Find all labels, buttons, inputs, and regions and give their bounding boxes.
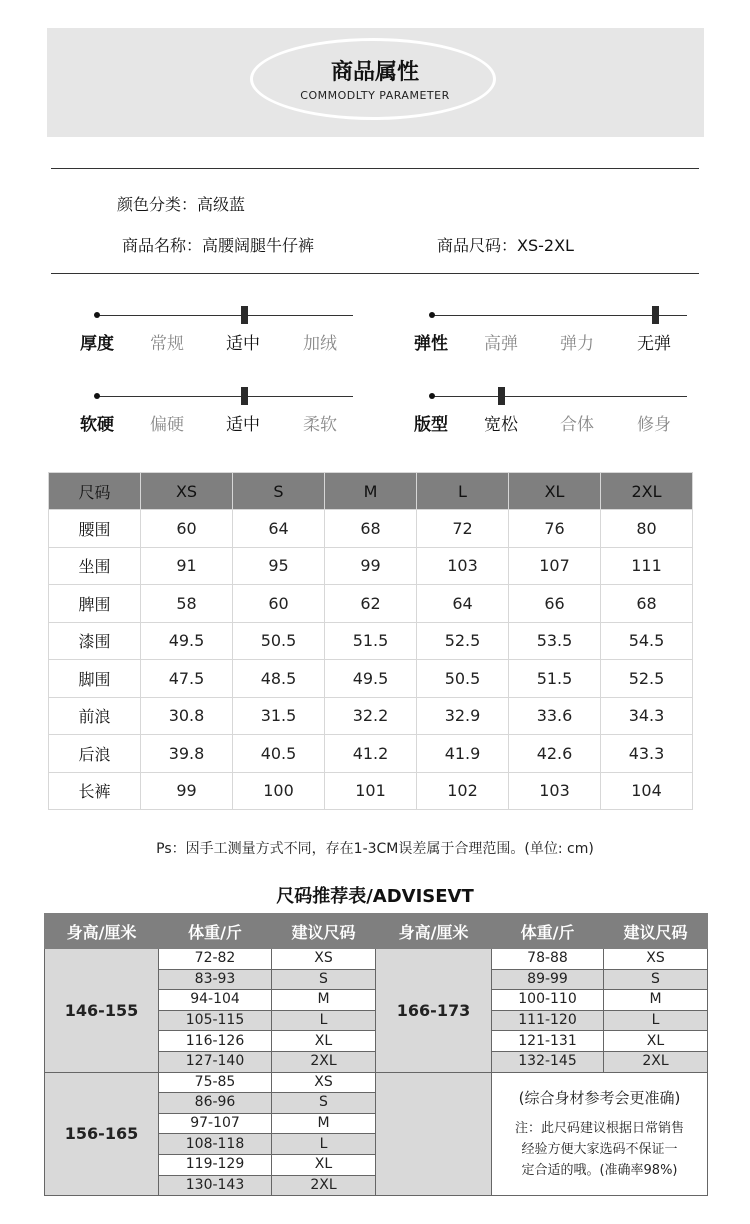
measurement-note: Ps：因手工测量方式不同，存在1-3CM误差属于合理范围。(单位: cm) <box>156 841 594 857</box>
size-cell: XS <box>272 1072 376 1093</box>
size-recommendation-table <box>44 913 708 1196</box>
table-header-cell: 身高/厘米 <box>376 914 492 949</box>
weight-cell: 116-126 <box>159 1031 272 1052</box>
table-row <box>49 735 693 773</box>
weight-cell: 105-115 <box>159 1010 272 1031</box>
table-row-label: 后浪 <box>49 735 141 773</box>
size-cell: L <box>272 1010 376 1031</box>
table-header-cell: 建议尺码 <box>272 914 376 949</box>
slider-track-softness <box>97 396 353 397</box>
weight-cell: 86-96 <box>159 1093 272 1114</box>
advise-header-row <box>45 914 708 949</box>
table-cell: 95 <box>233 547 325 585</box>
table-cell: 80 <box>601 510 693 548</box>
table-cell: 100 <box>233 772 325 810</box>
table-cell: 41.9 <box>417 735 509 773</box>
table-cell: 99 <box>141 772 233 810</box>
table-cell: 42.6 <box>509 735 601 773</box>
weight-cell: 83-93 <box>159 969 272 990</box>
size-cell: 2XL <box>272 1051 376 1072</box>
slider-option-selected: 适中 <box>226 415 260 435</box>
table-row-label: 腰围 <box>49 510 141 548</box>
table-header-cell: XS <box>141 473 233 510</box>
slider-start-dot <box>429 312 435 318</box>
slider-start-dot <box>94 312 100 318</box>
table-header-cell: M <box>325 473 417 510</box>
table-cell: 104 <box>601 772 693 810</box>
height-group-label: 156-165 <box>45 1072 159 1196</box>
table-row <box>49 660 693 698</box>
table-cell: 50.5 <box>233 622 325 660</box>
size-cell: 2XL <box>272 1175 376 1196</box>
table-cell: 32.9 <box>417 697 509 735</box>
advise-note <box>492 1072 708 1196</box>
table-row-label: 脚围 <box>49 660 141 698</box>
table-cell: 72 <box>417 510 509 548</box>
size-cell: S <box>604 969 708 990</box>
size-cell: L <box>272 1134 376 1155</box>
table-cell: 49.5 <box>325 660 417 698</box>
size-cell: XS <box>272 949 376 970</box>
empty-height-cell <box>376 1072 492 1196</box>
table-cell: 41.2 <box>325 735 417 773</box>
slider-track-thickness <box>97 315 353 316</box>
table-cell: 76 <box>509 510 601 548</box>
product-name-info: 商品名称：高腰阔腿牛仔裤 <box>122 236 315 255</box>
weight-cell: 121-131 <box>492 1031 604 1052</box>
weight-cell: 108-118 <box>159 1134 272 1155</box>
size-cell: S <box>272 969 376 990</box>
size-cell: XL <box>604 1031 708 1052</box>
table-cell: 47.5 <box>141 660 233 698</box>
slider-option-selected: 适中 <box>226 334 260 354</box>
table-cell: 33.6 <box>509 697 601 735</box>
slider-marker-thickness <box>241 306 248 324</box>
page-title: 商品属性 <box>330 60 419 85</box>
table-cell: 101 <box>325 772 417 810</box>
table-row-label: 坐围 <box>49 547 141 585</box>
table-row-label: 脾围 <box>49 585 141 623</box>
table-cell: 51.5 <box>325 622 417 660</box>
size-table-header-row <box>49 473 693 510</box>
table-row <box>49 772 693 810</box>
weight-cell: 97-107 <box>159 1113 272 1134</box>
table-row <box>49 547 693 585</box>
table-cell: 54.5 <box>601 622 693 660</box>
table-cell: 53.5 <box>509 622 601 660</box>
weight-cell: 94-104 <box>159 990 272 1011</box>
table-header-cell: 身高/厘米 <box>45 914 159 949</box>
size-cell: M <box>604 990 708 1011</box>
table-cell: 66 <box>509 585 601 623</box>
table-header-cell: 体重/斤 <box>159 914 272 949</box>
slider-option: 合体 <box>560 415 594 435</box>
slider-option: 弹力 <box>560 334 594 354</box>
table-cell: 48.5 <box>233 660 325 698</box>
slider-track-fit <box>432 396 687 397</box>
size-cell: L <box>604 1010 708 1031</box>
advise-note-line: 注：此尺码建议根据日常销售 <box>514 1120 684 1136</box>
table-cell: 60 <box>141 510 233 548</box>
slider-option-selected: 宽松 <box>484 415 518 435</box>
slider-caption-softness: 软硬 <box>80 415 114 435</box>
weight-cell: 130-143 <box>159 1175 272 1196</box>
slider-option-selected: 无弹 <box>637 334 671 354</box>
size-cell: XL <box>272 1031 376 1052</box>
size-cell: XL <box>272 1154 376 1175</box>
table-header-cell: S <box>233 473 325 510</box>
table-cell: 32.2 <box>325 697 417 735</box>
height-group-label: 146-155 <box>45 949 159 1073</box>
table-cell: 34.3 <box>601 697 693 735</box>
weight-cell: 89-99 <box>492 969 604 990</box>
table-cell: 99 <box>325 547 417 585</box>
size-cell: 2XL <box>604 1051 708 1072</box>
advise-note-line: 定合适的哦。(准确率98%) <box>521 1162 678 1178</box>
weight-cell: 132-145 <box>492 1051 604 1072</box>
size-cell: M <box>272 1113 376 1134</box>
table-cell: 64 <box>417 585 509 623</box>
table-cell: 62 <box>325 585 417 623</box>
table-cell: 51.5 <box>509 660 601 698</box>
advise-table-title: 尺码推荐表/ADVISEVT <box>276 886 474 907</box>
slider-option: 加绒 <box>303 334 337 354</box>
slider-marker-softness <box>241 387 248 405</box>
table-row <box>45 949 708 970</box>
table-header-cell: XL <box>509 473 601 510</box>
height-group-label: 166-173 <box>376 949 492 1073</box>
table-header-cell: L <box>417 473 509 510</box>
slider-option: 常规 <box>150 334 184 354</box>
table-row-label: 长裤 <box>49 772 141 810</box>
slider-option: 柔软 <box>303 415 337 435</box>
table-cell: 64 <box>233 510 325 548</box>
size-cell: XS <box>604 949 708 970</box>
slider-option: 偏硬 <box>150 415 184 435</box>
table-row <box>49 622 693 660</box>
slider-start-dot <box>429 393 435 399</box>
weight-cell: 100-110 <box>492 990 604 1011</box>
table-row <box>49 697 693 735</box>
table-cell: 52.5 <box>417 622 509 660</box>
table-row-label: 漆围 <box>49 622 141 660</box>
table-cell: 107 <box>509 547 601 585</box>
table-cell: 49.5 <box>141 622 233 660</box>
table-cell: 68 <box>601 585 693 623</box>
slider-option: 高弹 <box>484 334 518 354</box>
table-cell: 111 <box>601 547 693 585</box>
table-cell: 102 <box>417 772 509 810</box>
table-row <box>45 1072 708 1093</box>
slider-track-elasticity <box>432 315 687 316</box>
table-cell: 30.8 <box>141 697 233 735</box>
table-cell: 60 <box>233 585 325 623</box>
slider-option: 修身 <box>637 415 671 435</box>
weight-cell: 127-140 <box>159 1051 272 1072</box>
size-cell: M <box>272 990 376 1011</box>
table-header-cell: 2XL <box>601 473 693 510</box>
slider-start-dot <box>94 393 100 399</box>
weight-cell: 119-129 <box>159 1154 272 1175</box>
table-row-label: 前浪 <box>49 697 141 735</box>
table-header-cell: 体重/斤 <box>492 914 604 949</box>
table-cell: 58 <box>141 585 233 623</box>
table-cell: 50.5 <box>417 660 509 698</box>
slider-caption-thickness: 厚度 <box>80 334 114 354</box>
weight-cell: 78-88 <box>492 949 604 970</box>
weight-cell: 111-120 <box>492 1010 604 1031</box>
page-subtitle: COMMODLTY PARAMETER <box>300 89 450 102</box>
divider <box>51 168 699 169</box>
table-row <box>49 585 693 623</box>
table-cell: 103 <box>509 772 601 810</box>
table-cell: 68 <box>325 510 417 548</box>
product-size-info: 商品尺码：XS-2XL <box>437 236 574 255</box>
table-cell: 43.3 <box>601 735 693 773</box>
size-table <box>48 472 693 810</box>
size-cell: S <box>272 1093 376 1114</box>
table-cell: 52.5 <box>601 660 693 698</box>
slider-caption-elasticity: 弹性 <box>414 334 448 354</box>
table-cell: 103 <box>417 547 509 585</box>
slider-caption-fit: 版型 <box>414 415 448 435</box>
table-header-cell: 建议尺码 <box>604 914 708 949</box>
advise-note-title: (综合身材参考会更准确) <box>518 1088 681 1107</box>
table-header-cell: 尺码 <box>49 473 141 510</box>
weight-cell: 75-85 <box>159 1072 272 1093</box>
table-cell: 40.5 <box>233 735 325 773</box>
advise-note-line: 经验方便大家选码不保证一 <box>521 1141 678 1157</box>
color-info: 颜色分类：高级蓝 <box>117 195 246 214</box>
divider <box>51 273 699 274</box>
table-row <box>49 510 693 548</box>
slider-marker-elasticity <box>652 306 659 324</box>
table-cell: 31.5 <box>233 697 325 735</box>
slider-marker-fit <box>498 387 505 405</box>
weight-cell: 72-82 <box>159 949 272 970</box>
table-cell: 91 <box>141 547 233 585</box>
table-cell: 39.8 <box>141 735 233 773</box>
